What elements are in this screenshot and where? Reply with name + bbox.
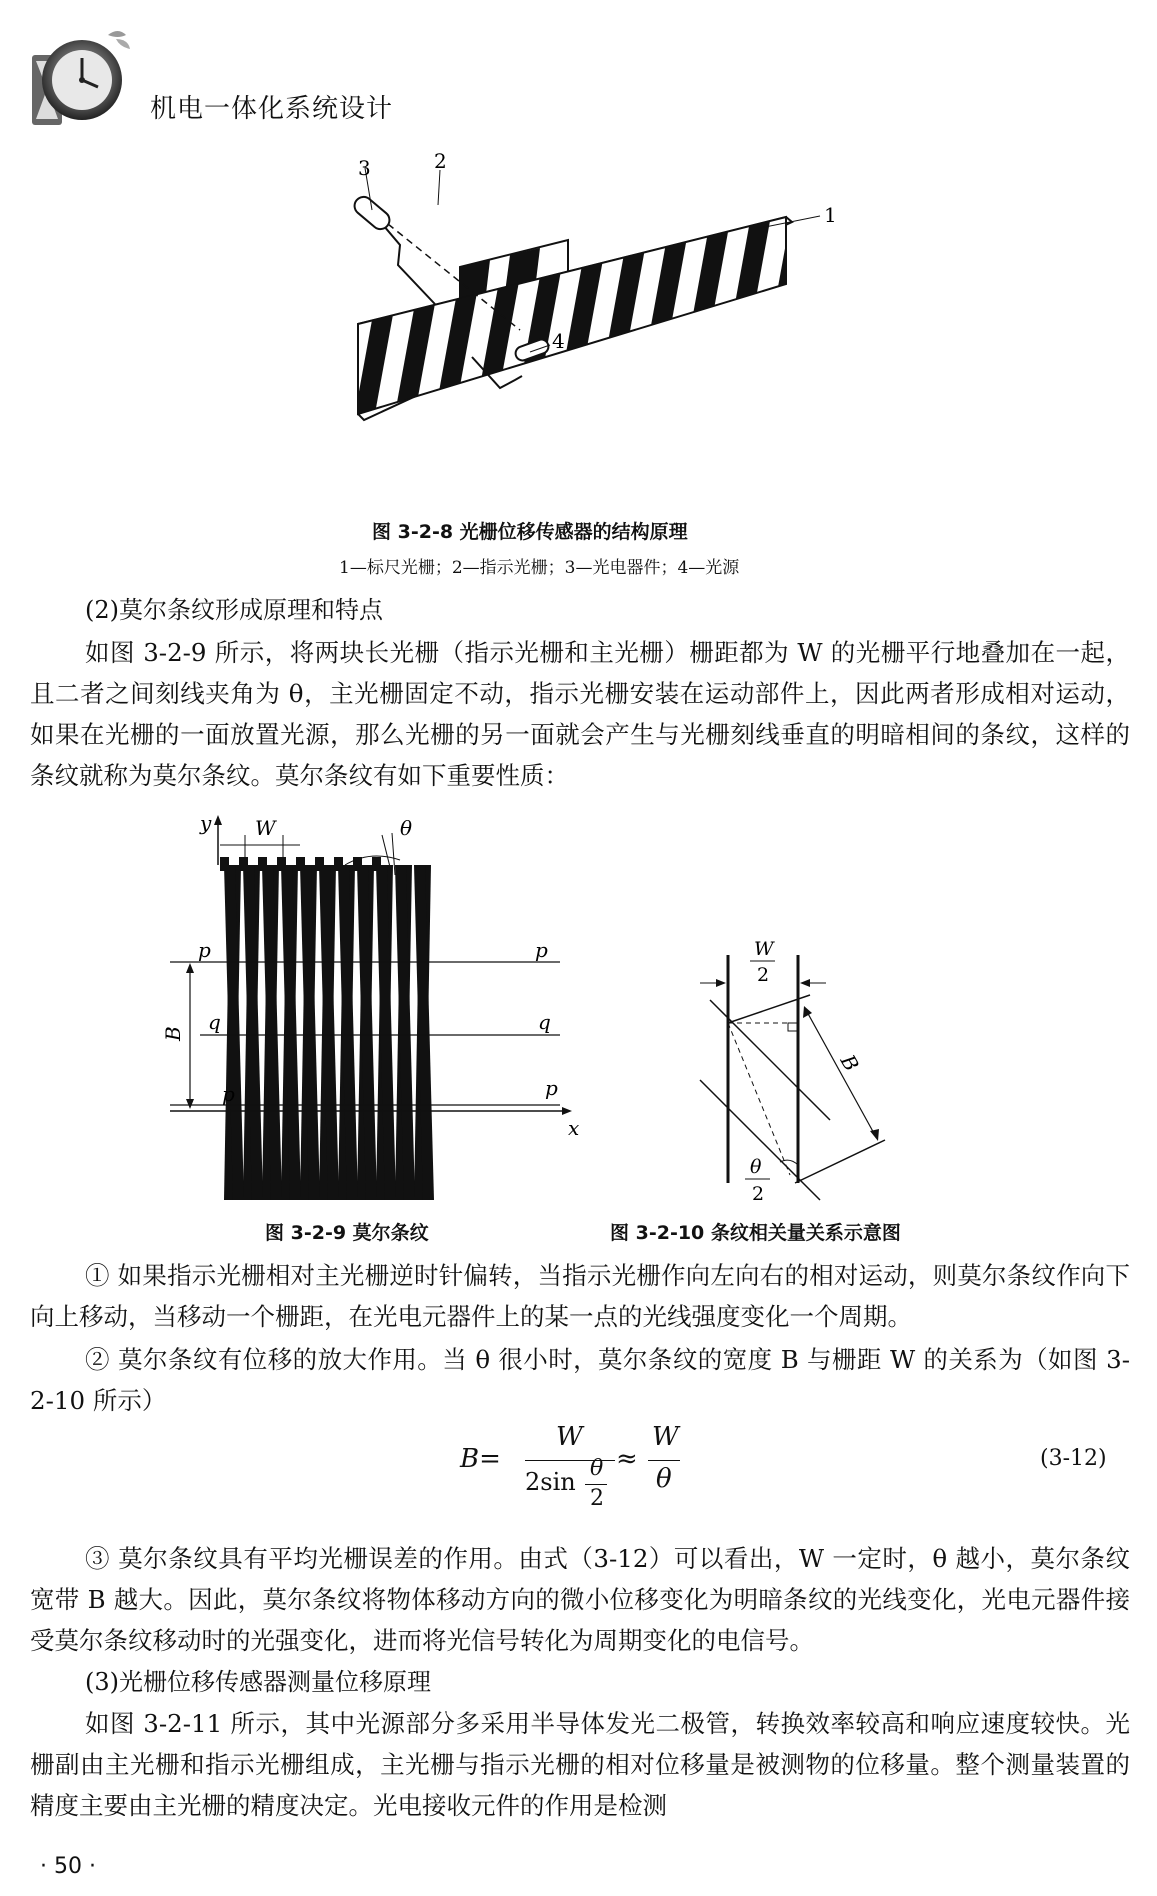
fig9-theta-label: θ (400, 816, 413, 840)
figure-3-2-8 (300, 149, 860, 510)
figure-3-2-9-caption: 图 3-2-9 莫尔条纹 (265, 1222, 429, 1244)
formula-rhs-num: W (652, 1422, 679, 1452)
grating-tooth (372, 857, 381, 871)
grating-tooth (220, 857, 229, 871)
fig10-two-bottom: 2 (752, 1183, 765, 1205)
fig8-label-3: 3 (358, 156, 371, 180)
formula-approx: ≈ (616, 1444, 638, 1474)
formula-num: W (556, 1422, 583, 1452)
section-3-paragraph: 如图 3-2-11 所示，其中光源部分多采用半导体发光二极管，转换效率较高和响应速度较快。光栅副由主光栅和指示光栅组成，主光栅与指示光栅的相对位移量是被测物的位移量。整个测量装置的精度主要由主光栅的精度决定。光电接收元件的作用是检测 (30, 1709, 1130, 1820)
formula-rhs-den: θ (656, 1464, 672, 1494)
fig10-B-label: B (835, 1050, 864, 1076)
grating-tooth (334, 857, 343, 871)
figure-3-2-8-caption: 图 3-2-8 光栅位移传感器的结构原理 (372, 521, 688, 543)
formula-den-prefix: 2sin (525, 1468, 576, 1496)
section-2-paragraph: 如图 3-2-9 所示，将两块长光栅（指示光栅和主光栅）栅距都为 W 的光栅平行地叠加在一起，且二者之间刻线夹角为 θ，主光栅固定不动，指示光栅安装在运动部件上，因此两者形成相对运动，如果在光栅的一面放置光源，那么光栅的另一面就会产生与光栅刻线垂直的明暗相间的条纹，这样的条纹就称为莫尔条纹。莫尔条纹有如下重要性质： (30, 638, 1130, 790)
section-3-heading: (3)光栅位移传感器测量位移原理 (85, 1668, 431, 1696)
formula-3-12 (460, 1418, 700, 1528)
formula-rhs-bar (648, 1460, 680, 1461)
fig8-label-4: 4 (552, 329, 565, 353)
formula-lhs: B= (460, 1444, 501, 1474)
fig8-label-2: 2 (434, 149, 447, 173)
grating-tooth (239, 857, 248, 871)
grating-tooth (277, 857, 286, 871)
figure-3-2-8-legend: 1—标尺光栅；2—指示光栅；3—光电器件；4—光源 (339, 558, 740, 578)
formula-den-theta: θ (590, 1456, 604, 1481)
page-number: · 50 · (40, 1854, 96, 1879)
book-title: 机电一体化系统设计 (150, 94, 394, 124)
book-logo-icon (20, 25, 140, 135)
fig9-p-right-bottom: p (545, 1076, 558, 1100)
fig9-p-left-top: p (198, 938, 211, 962)
fig10-W-label: W (754, 938, 774, 960)
formula-den-bar (585, 1484, 607, 1485)
property-1: ① 如果指示光栅相对主光栅逆时针偏转，当指示光栅作向左向右的相对运动，则莫尔条纹作向下向上移动，当移动一个栅距，在光电元器件上的某一点的光线强度变化一个周期。 (30, 1261, 1130, 1331)
grating-tooth (258, 857, 267, 871)
grating-tooth (296, 857, 305, 871)
fig9-q-left: q (208, 1010, 221, 1034)
formula-den-two: 2 (590, 1486, 604, 1511)
fig9-y-label: y (200, 811, 212, 835)
fig9-x-label: x (568, 1116, 580, 1140)
fig10-two-top: 2 (757, 964, 770, 986)
figure-3-2-10 (680, 925, 920, 1215)
equation-number: (3-12) (1040, 1446, 1107, 1471)
fig9-p-left-bottom: p (222, 1082, 235, 1106)
fig9-B-label: B (161, 1026, 185, 1041)
fig9-q-right: q (538, 1010, 551, 1034)
fig9-p-right-top: p (535, 938, 548, 962)
figure-3-2-9 (160, 805, 600, 1215)
section-2-heading: (2)莫尔条纹形成原理和特点 (85, 596, 383, 624)
property-2: ② 莫尔条纹有位移的放大作用。当 θ 很小时，莫尔条纹的宽度 B 与栅距 W 的关系为（如图 3-2-10 所示） (30, 1345, 1130, 1415)
property-3: ③ 莫尔条纹具有平均光栅误差的作用。由式（3-12）可以看出，W 一定时，θ 越小，莫尔条纹宽带 B 越大。因此，莫尔条纹将物体移动方向的微小位移变化为明暗条纹的光线变化，光电元器件接受莫尔条纹移动时的光强变化，进而将光信号转化为周期变化的电信号。 (30, 1544, 1130, 1655)
fig9-W-label: W (255, 816, 276, 840)
fig8-label-1: 1 (824, 203, 837, 227)
grating-tooth (315, 857, 324, 871)
figure-3-2-10-caption: 图 3-2-10 条纹相关量关系示意图 (610, 1222, 901, 1244)
fig10-theta-label: θ (750, 1156, 762, 1178)
